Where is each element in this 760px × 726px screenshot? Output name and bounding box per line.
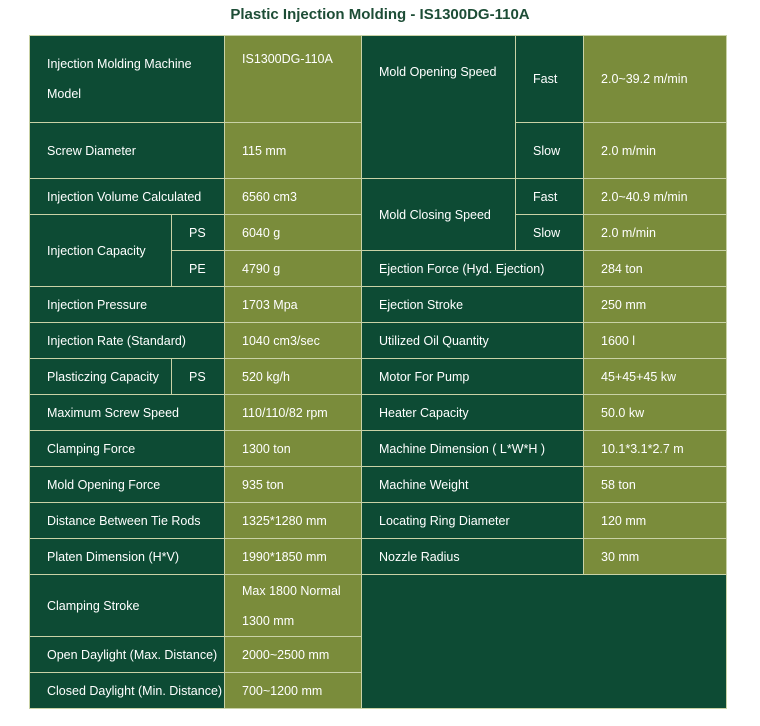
spec-label: Plasticzing Capacity	[30, 359, 172, 395]
spec-label: Heater Capacity	[362, 395, 584, 431]
table-row	[30, 575, 727, 637]
spec-label: Ejection Stroke	[362, 287, 584, 323]
spec-value: 2000~2500 mm	[225, 637, 362, 673]
spec-value: 284 ton	[584, 251, 727, 287]
spec-label: Utilized Oil Quantity	[362, 323, 584, 359]
table-row	[30, 179, 727, 215]
spec-label: Platen Dimension (H*V)	[30, 539, 225, 575]
spec-label: Ejection Force (Hyd. Ejection)	[362, 251, 584, 287]
spec-value: 1040 cm3/sec	[225, 323, 362, 359]
spec-table	[29, 35, 727, 709]
table-row	[30, 539, 727, 575]
spec-value: 6560 cm3	[225, 179, 362, 215]
spec-value: 115 mm	[225, 123, 362, 179]
spec-label: Injection Capacity	[30, 215, 172, 287]
spec-label: Distance Between Tie Rods	[30, 503, 225, 539]
spec-sublabel: PS	[172, 359, 225, 395]
spec-label: Machine Weight	[362, 467, 584, 503]
page-title: Plastic Injection Molding - IS1300DG-110A	[230, 6, 530, 23]
table-row	[30, 395, 727, 431]
spec-label: Open Daylight (Max. Distance)	[30, 637, 225, 673]
spec-value: 4790 g	[225, 251, 362, 287]
spec-value: 1325*1280 mm	[225, 503, 362, 539]
spec-label: Screw Diameter	[30, 123, 225, 179]
spec-sublabel: Fast	[516, 36, 584, 123]
spec-label: Nozzle Radius	[362, 539, 584, 575]
spec-value: 2.0 m/min	[584, 123, 727, 179]
spec-value: 2.0~39.2 m/min	[584, 36, 727, 123]
spec-value: 935 ton	[225, 467, 362, 503]
spec-value: 700~1200 mm	[225, 673, 362, 709]
spec-label: Locating Ring Diameter	[362, 503, 584, 539]
spec-label: Injection Pressure	[30, 287, 225, 323]
spec-value: 1990*1850 mm	[225, 539, 362, 575]
table-row	[30, 431, 727, 467]
spec-value: 2.0~40.9 m/min	[584, 179, 727, 215]
table-row	[30, 323, 727, 359]
spec-sublabel: PE	[172, 251, 225, 287]
spec-label: Motor For Pump	[362, 359, 584, 395]
table-row	[30, 359, 727, 395]
spec-label: Mold Opening Speed	[362, 36, 516, 179]
spec-value: 110/110/82 rpm	[225, 395, 362, 431]
spec-value: 30 mm	[584, 539, 727, 575]
spec-value: 45+45+45 kw	[584, 359, 727, 395]
spec-sublabel: PS	[172, 215, 225, 251]
spec-value: 1703 Mpa	[225, 287, 362, 323]
spec-label: Injection Volume Calculated	[30, 179, 225, 215]
spec-value: 6040 g	[225, 215, 362, 251]
spec-label: Closed Daylight (Min. Distance)	[30, 673, 225, 709]
empty-area	[362, 575, 727, 709]
spec-value: 520 kg/h	[225, 359, 362, 395]
spec-value: 1300 ton	[225, 431, 362, 467]
spec-label: Clamping Force	[30, 431, 225, 467]
spec-label: Injection Molding Machine Model	[30, 36, 225, 123]
spec-sublabel: Slow	[516, 123, 584, 179]
table-row	[30, 287, 727, 323]
table-row	[30, 503, 727, 539]
table-row	[30, 36, 727, 123]
spec-sublabel: Fast	[516, 179, 584, 215]
spec-sublabel: Slow	[516, 215, 584, 251]
spec-label: Mold Opening Force	[30, 467, 225, 503]
spec-label: Injection Rate (Standard)	[30, 323, 225, 359]
spec-label: Machine Dimension ( L*W*H )	[362, 431, 584, 467]
spec-value: 1600 l	[584, 323, 727, 359]
spec-value: IS1300DG-110A	[225, 36, 362, 123]
spec-value: 250 mm	[584, 287, 727, 323]
spec-value: 50.0 kw	[584, 395, 727, 431]
spec-label: Mold Closing Speed	[362, 179, 516, 251]
spec-label: Clamping Stroke	[30, 575, 225, 637]
spec-value: Max 1800 Normal 1300 mm	[225, 575, 362, 637]
spec-value: 58 ton	[584, 467, 727, 503]
spec-value: 120 mm	[584, 503, 727, 539]
spec-value: 10.1*3.1*2.7 m	[584, 431, 727, 467]
spec-value: 2.0 m/min	[584, 215, 727, 251]
table-row	[30, 467, 727, 503]
spec-label: Maximum Screw Speed	[30, 395, 225, 431]
